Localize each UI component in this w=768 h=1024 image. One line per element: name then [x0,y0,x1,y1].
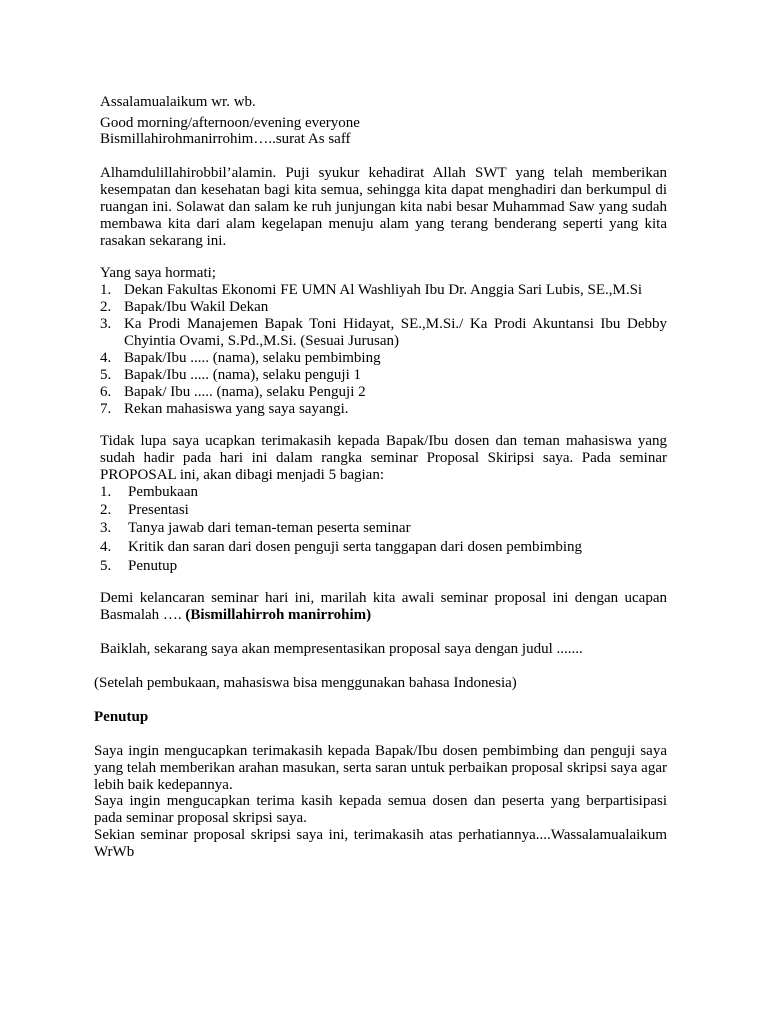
present-line: Baiklah, sekarang saya akan mempresentasikan proposal saya dengan judul ....... [100,641,583,657]
list-number: 3. [100,316,112,332]
part-item [100,539,667,558]
parts-list [100,484,667,576]
basmalah-text: (Bismillahirroh manirrohim) [185,607,372,623]
respected-heading: Yang saya hormati; [100,265,216,281]
closing-paragraph-2: Saya ingin mengucapkan terima kasih kepada semua dosen dan peserta yang berpartisipasi pada seminar proposal skripsi saya. [94,793,667,826]
list-number: 2. [100,299,112,315]
list-item-text: Bapak/Ibu ..... (nama), selaku penguji 1 [124,367,362,383]
list-number: 1. [100,282,112,298]
list-item-text: Bapak/ Ibu ..... (nama), selaku Penguji 2 [124,384,366,400]
list-item-text: Penutup [128,558,178,574]
list-number: 4. [100,350,112,366]
closing-paragraph-1: Saya ingin mengucapkan terimakasih kepada Bapak/Ibu dosen pembimbing dan penguji saya yang telah memberikan arahan masukan, serta saran untuk perbaikan proposal skripsi saya agar lebih baik kedepannya. [94,743,667,793]
thanks-paragraph: Tidak lupa saya ucapkan terimakasih kepada Bapak/Ibu dosen dan teman mahasiswa yang sudah hadir pada hari ini dalam rangka seminar Proposal Skiripsi saya. Pada seminar PROPOSAL ini, akan dibagi menjadi 5 bagian: [100,433,667,483]
part-item [100,558,667,576]
respected-item [100,316,667,350]
list-number: 5. [100,558,112,574]
part-item [100,484,667,502]
closing-paragraph-3: Sekian seminar proposal skripsi saya ini, terimakasih atas perhatiannya....Wassalamualaikum WrWb [94,827,667,860]
part-item [100,520,667,539]
respected-item [100,401,667,418]
opening-paragraph: Alhamdulillahirobbil’alamin. Puji syukur kehadirat Allah SWT yang telah memberikan kesempatan dan kesehatan bagi kita semua, sehingga kita dapat menghadiri dan berkumpul di ruangan ini. Solawat dan salam ke ruh junjungan kita nabi besar Muhammad Saw yang sudah membawa kita dari alam kegelapan menuju alam yang terang benderang seperti yang kita rasakan sekarang ini. [100,165,667,249]
part-item [100,502,667,520]
list-item-text: Tanya jawab dari teman-teman peserta seminar [128,520,411,536]
respected-item [100,367,667,384]
start-paragraph [100,590,667,624]
list-item-text: Bapak/Ibu Wakil Dekan [124,299,269,315]
start-paragraph-text: Demi kelancaran seminar hari ini, marilah kita awali seminar proposal ini dengan ucapan Basmalah …. [100,590,667,623]
list-number: 3. [100,520,112,536]
respected-item [100,350,667,367]
list-number: 6. [100,384,112,400]
list-number: 7. [100,401,112,417]
list-item-text: Kritik dan saran dari dosen penguji serta tanggapan dari dosen pembimbing [128,539,583,555]
respected-list [100,282,667,418]
respected-item [100,299,667,316]
closing-heading: Penutup [94,709,149,725]
list-item-text: Rekan mahasiswa yang saya sayangi. [124,401,349,417]
list-item-text: Pembukaan [128,484,198,500]
list-number: 5. [100,367,112,383]
greeting-line-1: Assalamualaikum wr. wb. [100,94,256,110]
list-number: 4. [100,539,112,555]
greeting-line-2: Good morning/afternoon/evening everyone [100,115,360,131]
list-item-text: Ka Prodi Manajemen Bapak Toni Hidayat, SE.,M.Si./ Ka Prodi Akuntansi Ibu Debby Chyintia Ovami, S.Pd.,M.Si. (Sesuai Jurusan) [124,316,667,349]
list-item-text: Dekan Fakultas Ekonomi FE UMN Al Washliyah Ibu Dr. Anggia Sari Lubis, SE.,M.Si [124,282,643,298]
note-line: (Setelah pembukaan, mahasiswa bisa menggunakan bahasa Indonesia) [94,675,517,691]
greeting-line-3: Bismillahirohmanirrohim…..surat As saff [100,131,351,147]
respected-item [100,282,667,299]
respected-item [100,384,667,401]
list-number: 2. [100,502,112,518]
list-item-text: Bapak/Ibu ..... (nama), selaku pembimbing [124,350,381,366]
list-number: 1. [100,484,112,500]
list-item-text: Presentasi [128,502,189,518]
